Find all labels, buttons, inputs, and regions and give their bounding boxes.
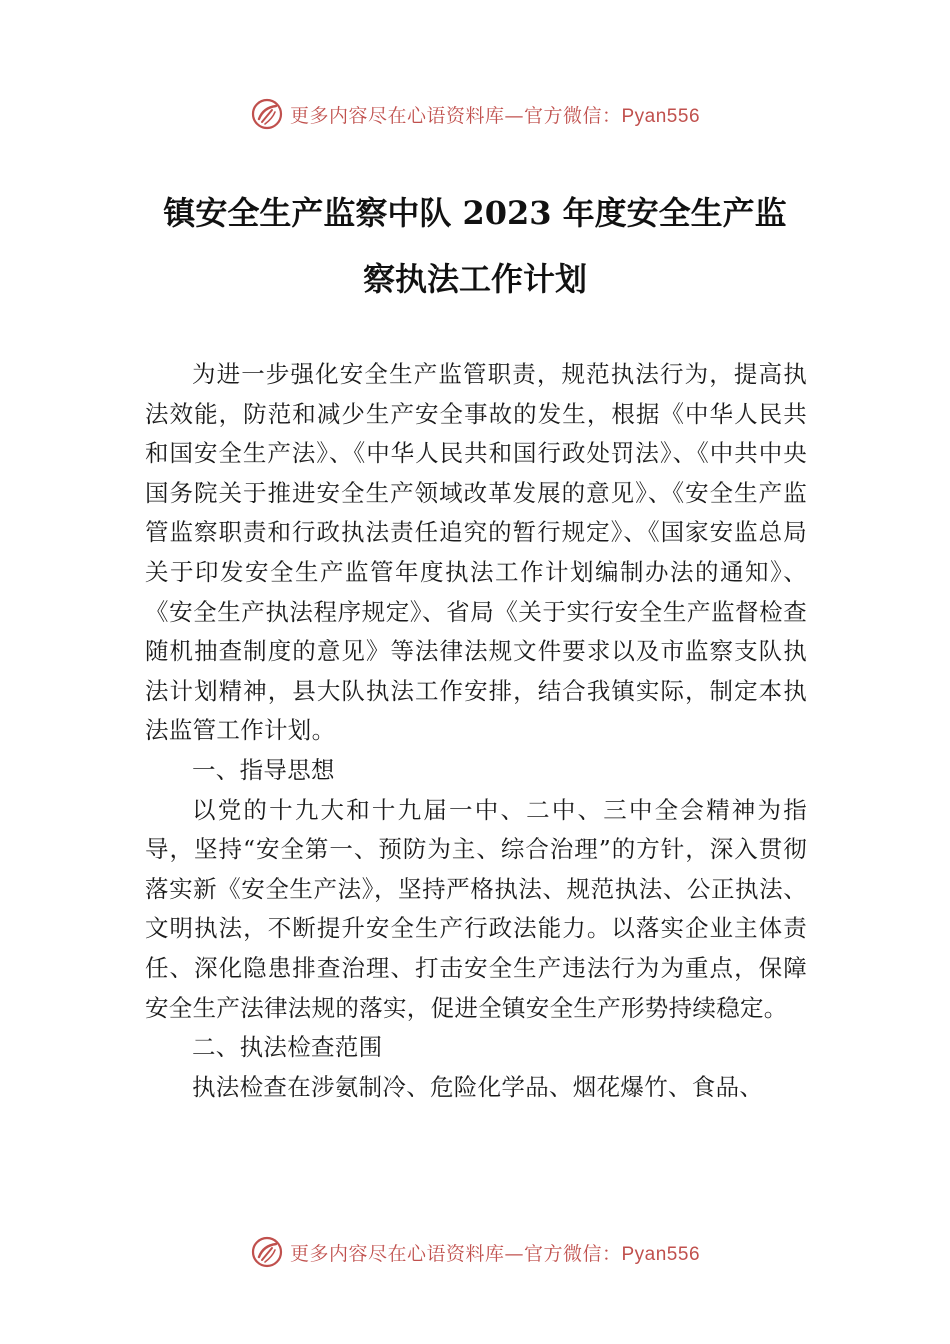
document-body <box>145 355 807 1107</box>
document-title <box>140 180 810 312</box>
section-heading-guiding-thought: 一、指导思想 <box>192 755 335 784</box>
section-heading-inspection-scope: 二、执法检查范围 <box>192 1033 383 1062</box>
footer-banner <box>0 1232 950 1272</box>
banner-text <box>290 1239 700 1266</box>
banner-wechat-id: Pyan556 <box>621 1243 701 1265</box>
banner-wechat-id: Pyan556 <box>621 105 701 127</box>
paragraph-intro: 为进一步强化安全生产监管职责，规范执法行为，提高执法效能，防范和减少生产安全事故的发生，根据《中华人民共和国安全生产法》、《中华人民共和国行政处罚法》、《中共中央国务院关于推进安全生产领域改革发展的意见》、《安全生产监管监察职责和行政执法责任追究的暂行规定》、《国家安监总局关于印发安全生产监管年度执法工作计划编制办法的通知》、《安全生产执法程序规定》、省局《关于实行安全生产监督检查随机抽查制度的意见》等法律法规文件要求以及市监察支队执法计划精神，县大队执法工作安排，结合我镇实际，制定本执法监管工作计划。 <box>145 360 807 745</box>
title-line-1: 镇安全生产监察中队 2023 年度安全生产监 <box>163 194 787 232</box>
red-seal-logo-icon <box>250 1235 284 1269</box>
banner-main-text: 更多内容尽在心语资料库—官方微信： <box>289 1242 622 1265</box>
title-line-2: 察执法工作计划 <box>362 260 587 298</box>
paragraph-inspection-scope: 执法检查在涉氨制冷、危险化学品、烟花爆竹、食品、 <box>192 1072 764 1101</box>
banner-text <box>290 101 700 128</box>
red-seal-logo-icon <box>250 97 284 131</box>
banner-main-text: 更多内容尽在心语资料库—官方微信： <box>289 104 622 127</box>
paragraph-guiding-thought: 以党的十九大和十九届一中、二中、三中全会精神为指导，坚持“安全第一、预防为主、综合治理”的方针，深入贯彻落实新《安全生产法》，坚持严格执法、规范执法、公正执法、文明执法，不断提升安全生产行政法能力。以落实企业主体责任、深化隐患排查治理、打击安全生产违法行为为重点，保障安全生产法律法规的落实，促进全镇安全生产形势持续稳定。 <box>145 795 807 1022</box>
header-banner <box>0 94 950 134</box>
